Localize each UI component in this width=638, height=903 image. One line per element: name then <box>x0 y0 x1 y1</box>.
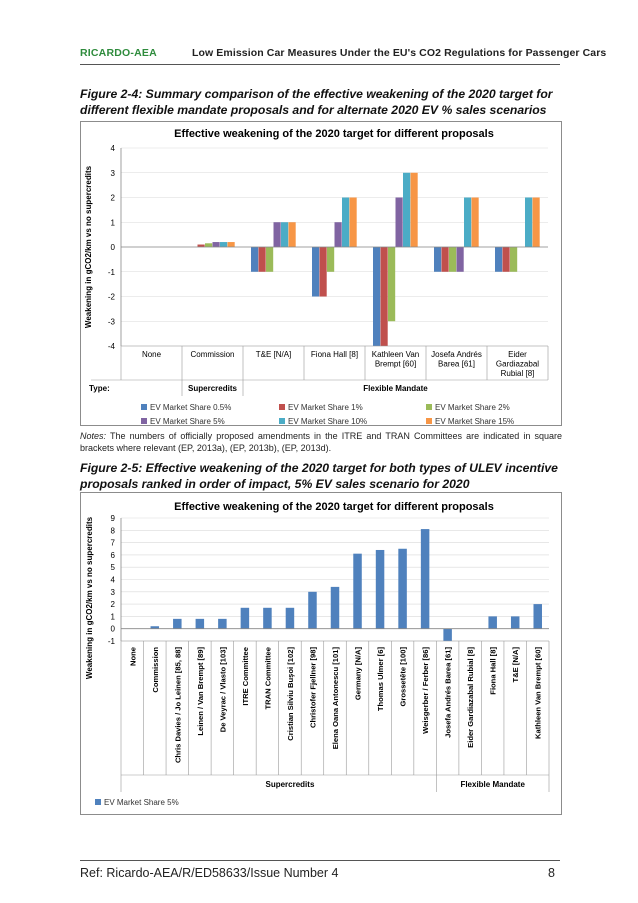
chart2-category-label: T&E [N/A] <box>511 647 521 683</box>
chart1-bar <box>472 198 479 248</box>
chart1-y-axis-label: Weakening in gCO2/km vs no supercredits <box>84 165 93 329</box>
chart1-bar <box>350 198 357 248</box>
notes-label: Notes: <box>80 431 107 441</box>
chart2-y-tick-label: 6 <box>110 550 115 560</box>
chart1-legend-label: EV Market Share 5% <box>150 417 225 425</box>
notes-text: The numbers of officially proposed amendments in the ITRE and TRAN Committees are indicated in square brackets where relevant (EP, 2013a), (EP, 2013b), (EP, 2013d). <box>80 431 562 453</box>
chart1-bar <box>533 198 540 248</box>
chart1-bar <box>495 247 502 272</box>
chart1-legend-label: EV Market Share 0.5% <box>150 403 232 412</box>
chart2-bar <box>218 619 227 629</box>
chart2-y-tick-label: 2 <box>110 600 115 610</box>
chart1-bar <box>213 242 220 247</box>
chart1-legend-swatch <box>141 404 147 410</box>
chart1-legend-swatch <box>279 418 285 424</box>
chart1-category-label: T&E [N/A] <box>255 350 292 359</box>
chart1-legend-swatch <box>426 418 432 424</box>
header-divider <box>80 64 560 65</box>
chart1-bar <box>327 247 334 272</box>
chart1-bar <box>274 222 281 247</box>
chart1-category-label: Brempt [60] <box>374 359 417 369</box>
chart1-group-type-label: Type: <box>89 384 110 393</box>
chart1-group-label: Flexible Mandate <box>363 384 428 393</box>
chart1-y-tick-label: 1 <box>110 218 115 228</box>
chart1-svg <box>81 122 561 425</box>
chart1-bar <box>266 247 273 272</box>
chart2-bar <box>398 549 407 629</box>
chart2-legend-swatch <box>95 799 101 805</box>
chart2-category-label: Germany [N/A] <box>353 647 363 701</box>
chart2-svg <box>81 493 561 814</box>
chart2-category-label: Kathleen Van Brempt [60] <box>533 647 543 739</box>
chart1-legend-label: EV Market Share 15% <box>435 417 515 425</box>
chart1-category-label: Josefa Andrés <box>431 350 482 359</box>
chart1-bar <box>228 242 235 247</box>
chart2-bar <box>488 616 497 628</box>
chart1-group-label: Supercredits <box>188 384 237 393</box>
chart2-title: Effective weakening of the 2020 target for different proposals <box>174 501 494 513</box>
chart1-bar <box>289 222 296 247</box>
chart2-bar <box>173 619 182 629</box>
chart1-bar <box>259 247 266 272</box>
chart1-y-tick-label: -1 <box>107 267 115 277</box>
chart1-bar <box>335 222 342 247</box>
chart2-category-label: Elena Oana Antonescu [101] <box>331 647 340 750</box>
chart1-bar <box>411 173 418 247</box>
chart2-y-tick-label: 0 <box>110 624 115 634</box>
page-number: 8 <box>548 866 555 880</box>
chart1-legend-label: EV Market Share 10% <box>288 417 368 425</box>
chart2-category-label: TRAN Committee <box>263 647 273 710</box>
chart2-category-label: Commission <box>150 647 160 693</box>
chart2-category-label: ITRE Committee <box>240 647 250 706</box>
chart2-bar <box>443 629 452 641</box>
chart1-bar <box>251 247 258 272</box>
chart2-bar <box>376 550 385 629</box>
chart2-category-label: Josefa Andrés Barea [61] <box>443 647 453 738</box>
chart1-category-label: Fiona Hall [8] <box>310 350 359 359</box>
figure-notes <box>80 430 562 454</box>
chart1-category-label: Rubial [8] <box>500 369 535 378</box>
chart2-group-label: Supercredits <box>265 780 315 789</box>
chart1-bar <box>205 243 212 247</box>
header-title: Low Emission Car Measures Under the EU's CO2 Regulations for Passenger Cars <box>192 47 607 59</box>
chart2-category-label: De Veyrac / Vlasto [103] <box>218 647 228 733</box>
chart2-category-label: None <box>128 647 138 666</box>
chart2-bar <box>308 592 317 629</box>
chart-figure-2-4 <box>80 121 562 426</box>
chart2-category-label: Weisgerber / Ferber [86] <box>421 647 431 734</box>
chart1-bar <box>503 247 510 272</box>
chart2-category-label: Cristian Silviu Buşoi [102] <box>285 647 295 741</box>
chart1-bar <box>403 173 410 247</box>
chart2-y-axis-label: Weakening in gCO2/km vs no supercredits <box>85 516 94 680</box>
chart1-y-tick-label: 0 <box>110 243 115 252</box>
chart2-y-tick-label: 7 <box>110 538 115 548</box>
chart1-bar <box>464 198 471 248</box>
chart1-y-tick-label: 3 <box>110 168 115 178</box>
chart1-bar <box>449 247 456 272</box>
chart2-category-label: Thomas Ulmer [6] <box>376 647 386 712</box>
chart1-bar <box>396 198 403 248</box>
chart1-legend-label: EV Market Share 1% <box>288 403 363 412</box>
chart2-y-tick-label: 4 <box>110 575 115 585</box>
figure-2-4-caption: Figure 2-4: Summary comparison of the effective weakening of the 2020 target for different flexible mandate proposals and for alternate 2020 EV % sales scenarios <box>80 87 553 117</box>
chart1-y-tick-label: 2 <box>110 193 115 203</box>
chart2-y-tick-label: 1 <box>110 612 115 622</box>
chart2-category-label: Eider Gardiazabal Rubial [8] <box>466 647 476 748</box>
chart2-legend-label: EV Market Share 5% <box>104 798 179 807</box>
logo-text: RICARDO-AEA <box>80 47 157 59</box>
ricardo-aea-logo <box>80 47 157 59</box>
chart1-bar <box>434 247 441 272</box>
chart2-bar <box>263 608 272 629</box>
chart1-bar <box>281 222 288 247</box>
chart2-bar <box>533 604 542 629</box>
chart1-bar <box>510 247 517 272</box>
chart1-category-label: Commission <box>190 350 235 359</box>
chart1-y-tick-label: -4 <box>107 342 115 351</box>
chart1-bar <box>442 247 449 272</box>
chart2-category-label: Chris Davies / Jo Leinen [85, 88] <box>173 647 183 764</box>
footer-reference: Ref: Ricardo-AEA/R/ED58633/Issue Number 4 <box>80 866 339 880</box>
chart2-bar <box>353 554 362 629</box>
chart1-bar <box>388 247 395 321</box>
chart1-legend-swatch <box>426 404 432 410</box>
chart1-bar <box>312 247 319 297</box>
chart2-y-tick-label: 5 <box>110 563 115 573</box>
chart2-group-label: Flexible Mandate <box>460 780 525 789</box>
chart1-bar <box>381 247 388 346</box>
footer-divider <box>80 860 560 861</box>
chart1-bar <box>525 198 532 248</box>
chart1-title: Effective weakening of the 2020 target for different proposals <box>174 128 494 140</box>
chart1-category-label: Eider <box>508 350 527 359</box>
chart1-y-tick-label: -2 <box>107 292 115 302</box>
chart1-category-label: Gardiazabal <box>495 359 540 369</box>
chart1-category-label: None <box>141 350 162 359</box>
chart1-legend-label: EV Market Share 2% <box>435 403 510 412</box>
chart2-category-label: Fiona Hall [8] <box>488 647 498 695</box>
chart1-category-label: Barea [61] <box>438 359 475 369</box>
chart2-category-label: Leinen / Van Brempt [89] <box>195 647 205 736</box>
chart1-y-tick-label: -3 <box>107 317 115 327</box>
chart2-category-label: Grossetête [100] <box>398 647 408 707</box>
chart2-bar <box>241 608 250 629</box>
figure-2-5-caption: Figure 2-5: Effective weakening of the 2020 target for both types of ULEV incentive proposals ranked in order of impact, 5% EV sales scenario for 2020 <box>80 461 558 491</box>
chart1-legend-swatch <box>279 404 285 410</box>
chart1-bar <box>342 198 349 248</box>
chart1-bar <box>220 242 227 247</box>
chart1-bar <box>457 247 464 272</box>
chart2-y-tick-label: -1 <box>107 637 115 646</box>
chart2-category-label: Christofer Fjellner [98] <box>308 647 318 729</box>
chart2-bar <box>421 529 430 629</box>
chart-figure-2-5 <box>80 492 562 815</box>
chart1-category-label: Kathleen Van <box>371 350 420 359</box>
chart2-y-tick-label: 3 <box>110 587 115 597</box>
chart1-legend-swatch <box>141 418 147 424</box>
chart2-bar <box>196 619 205 629</box>
chart2-bar <box>511 616 520 628</box>
chart1-bar <box>320 247 327 297</box>
chart2-y-tick-label: 8 <box>110 526 115 536</box>
chart2-bar <box>331 587 340 629</box>
chart2-y-tick-label: 9 <box>110 514 115 523</box>
chart1-bar <box>373 247 380 346</box>
chart1-y-tick-label: 4 <box>110 144 115 153</box>
chart2-bar <box>286 608 295 629</box>
